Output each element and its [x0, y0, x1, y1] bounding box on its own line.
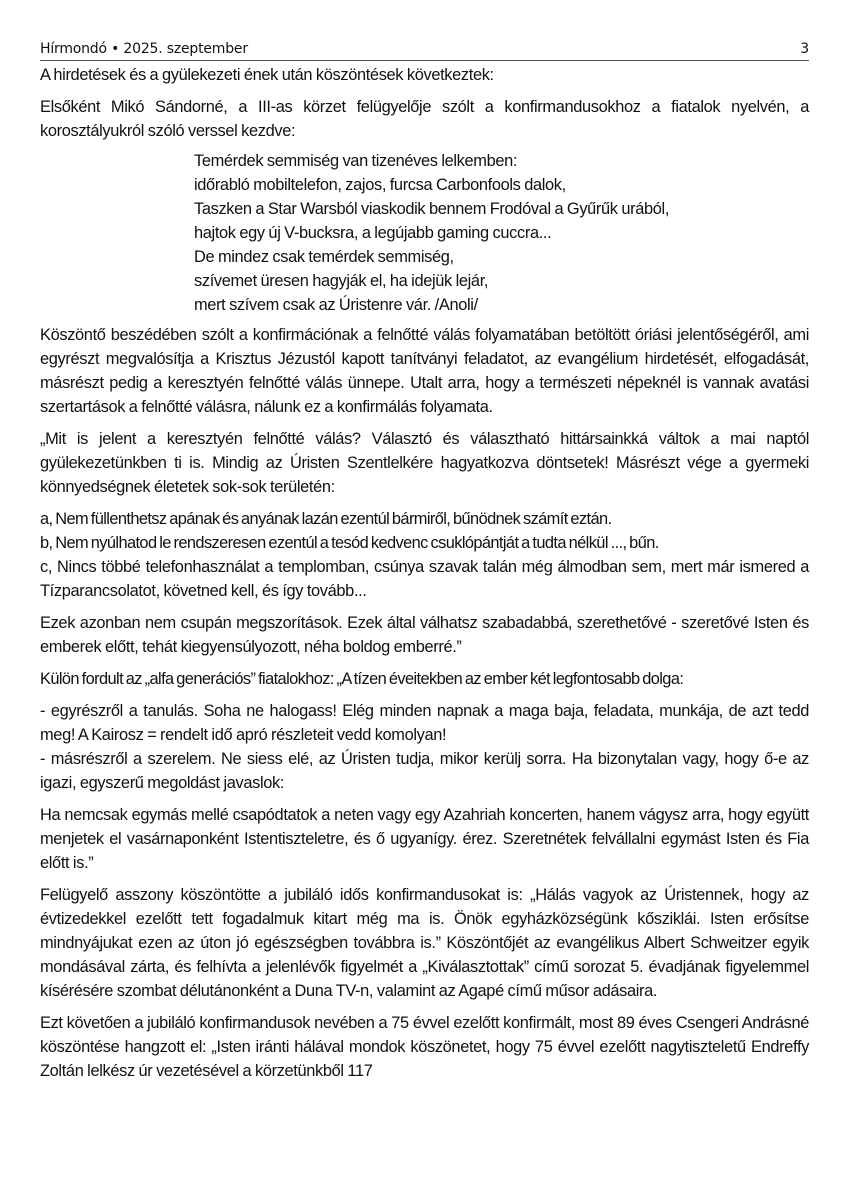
paragraph-jubilee-greeting: Felügyelő asszony köszöntötte a jubiláló idős konfirmandusokat is: „Hálás vagyok az Úristennek, hogy az évtizedekkel ezelőtt tett fogadalmuk kitart még ma is. Önök egyházközségünk kősziklái. Isten erősítse mindnyájukat ezen az úton jó egészségben továbbra is.” Köszöntőjét az evangélikus Albert Schweitzer egyik mondásával zárta, és felhívta a jelenlévők figyelmét a „Kiválasztottak” című sorozat 5. évadjának figyelemmel kísérésére szombat délutánonként a Duna TV-n, valamint az Agapé című műsor adásaira.	[40, 886, 809, 1000]
list-item: - egyrészről a tanulás. Soha ne halogass! Elég minden napnak a maga baja, feladata, munkája, de azt tedd meg! A Kairosz = rendelt idő apró részleteit vedd komolyan!	[40, 702, 809, 744]
paragraph-quote-adulthood: „Mit is jelent a keresztyén felnőtté válás? Választó és választható hittársainkká váltok a mai naptól gyülekezetünkben ti is. Mindig az Úristen Szentlelkére hagyatkozva döntsetek! Másrészt vége a gyermeki könnyedségnek életetek sok-sok területén:	[40, 430, 809, 496]
paragraph-jubilee-response: Ezt követően a jubiláló konfirmandusok nevében a 75 évvel ezelőtt konfirmált, most 89 éves Csengeri Andrásné köszöntése hangzott el: „Isten iránti hálával mondok köszönetet, hogy 75 évvel ezelőtt nagytiszteletű Endreffy Zoltán lelkész úr vezetésével a körzetünkből 117	[40, 1014, 809, 1080]
poem-line: De mindez csak temérdek semmiség,	[194, 248, 454, 266]
document-page	[40, 40, 809, 1091]
paragraph-restrictions: Ezek azonban nem csupán megszorítások. Ezek által válhatsz szabadabbá, szerethetővé - szeretővé Isten és emberek előtt, tehát kiegyensúlyozott, néha boldog emberré.”	[40, 614, 809, 656]
paragraph-love-advice: Ha nemcsak egymás mellé csapódtatok a neten vagy egy Azahriah koncerten, hanem vágysz arra, hogy együtt menjetek el vasárnaponként Istentiszteletre, és ő ugyanígy. érez. Szeretnétek felvállalni egymást Isten és Fia előtt is.”	[40, 806, 809, 872]
poem-line: mert szívem csak az Úristenre vár. /Anoli/	[194, 296, 478, 314]
list-item: - másrészről a szerelem. Ne siess elé, az Úristen tudja, mikor kerülj sorra. Ha bizonytalan vagy, hogy ő-e az igazi, egyszerű megoldást javaslok:	[40, 750, 809, 792]
list-item: c, Nincs többé telefonhasználat a templomban, csúnya szavak talán még álmodban sem, mert már ismered a Tízparancsolatot, követned kell, és így tovább...	[40, 558, 809, 600]
paragraph-intro: A hirdetések és a gyülekezeti ének után köszöntések következtek:	[40, 66, 494, 84]
poem-line: Taszken a Star Warsból viaskodik bennem Frodóval a Gyűrűk urából,	[194, 200, 670, 218]
poem-line: időrabló mobiltelefon, zajos, furcsa Carbonfools dalok,	[194, 176, 566, 194]
list-item: b, Nem nyúlhatod le rendszeresen ezentúl a tesód kedvenc csuklópántját a tudta nélkül ..., bűn.	[40, 534, 659, 552]
running-header	[40, 40, 809, 61]
article-body	[40, 63, 809, 1083]
poem-line: szívemet üresen hagyják el, ha idejük lejár,	[194, 272, 489, 290]
list-abc	[40, 507, 809, 603]
list-item: a, Nem füllenthetsz apának és anyának lazán ezentúl bármiről, bűnödnek számít eztán.	[40, 510, 612, 528]
poem	[194, 149, 809, 317]
list-dash	[40, 699, 809, 795]
page-number: 3	[800, 41, 809, 57]
poem-line: hajtok egy új V-bucksra, a legújabb gaming cuccra...	[194, 224, 552, 242]
publication-title: Hírmondó • 2025. szeptember	[40, 41, 248, 57]
paragraph-speech: Köszöntő beszédében szólt a konfirmációnak a felnőtté válás folyamatában betöltött óriási jelentőségéről, ami egyrészt megvalósítja a Krisztus Jézustól kapott tanítványi feladatot, az evangélium hirdetését, elfogadását, másrészt pedig a keresztyén felnőtté válás ünnepe. Utalt arra, hogy a természeti népeknél is vannak avatási szertartások a felnőtté válásra, nálunk ez a konfirmálás folyamata.	[40, 326, 809, 416]
paragraph-alpha-generation: Külön fordult az „alfa generációs” fiatalokhoz: „A tízen éveitekben az ember két legfontosabb dolga:	[40, 670, 684, 688]
paragraph-speaker: Elsőként Mikó Sándorné, a III-as körzet felügyelője szólt a konfirmandusokhoz a fiatalok nyelvén, a korosztályukról szóló verssel kezdve:	[40, 98, 809, 140]
poem-line: Temérdek semmiség van tizenéves lelkemben:	[194, 152, 518, 170]
